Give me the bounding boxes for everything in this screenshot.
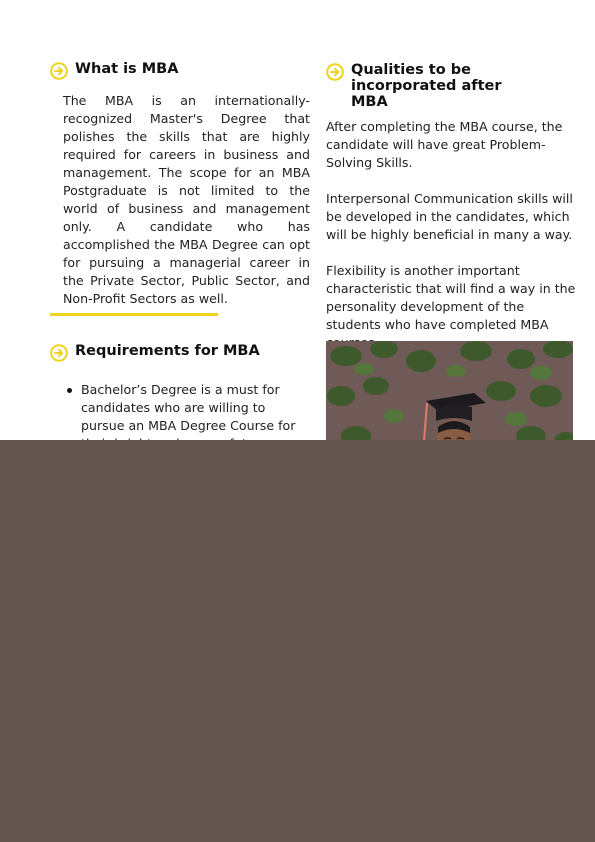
paragraph: After completing the MBA course, the candidate will have great Problem-Solving Skills.: [326, 119, 563, 170]
arrow-circle-right-icon: [50, 62, 68, 80]
qualities-body: [326, 118, 576, 370]
section-title: Qualities to be incorporated after MBA: [351, 62, 502, 110]
section-heading-requirements: [50, 343, 260, 362]
section-heading-qualities: [326, 62, 521, 110]
section-body: The MBA is an internationally-recognized Master's Degree that polishes the skills that are highly required for careers in business and management. The scope for an MBA Postgraduate is not limited to the world of business and management only. A candidate who has accomplished the MBA Degree can opt for pursuing a managerial career in the Private Sector, Public Sector, and Non-Profit Sectors as well.: [63, 93, 310, 306]
list-item: Bachelor’s Degree is a must for candidates who are willing to pursue an MBA Degree Course for: [81, 381, 311, 453]
arrow-circle-right-icon: [50, 344, 68, 362]
paragraph: Interpersonal Communication skills will be developed in the candidates, which will be highly beneficial in many a way.: [326, 191, 573, 242]
section-heading-what-is-mba: [50, 61, 178, 80]
section-title: Requirements for MBA: [75, 343, 260, 359]
divider: [50, 313, 218, 316]
paragraph: Flexibility is another important characteristic that will find a way in the personality development of the students who have completed MBA: [326, 263, 576, 332]
arrow-circle-right-icon: [326, 63, 344, 81]
overlay-panel: [0, 440, 595, 842]
section-title: What is MBA: [75, 61, 179, 77]
